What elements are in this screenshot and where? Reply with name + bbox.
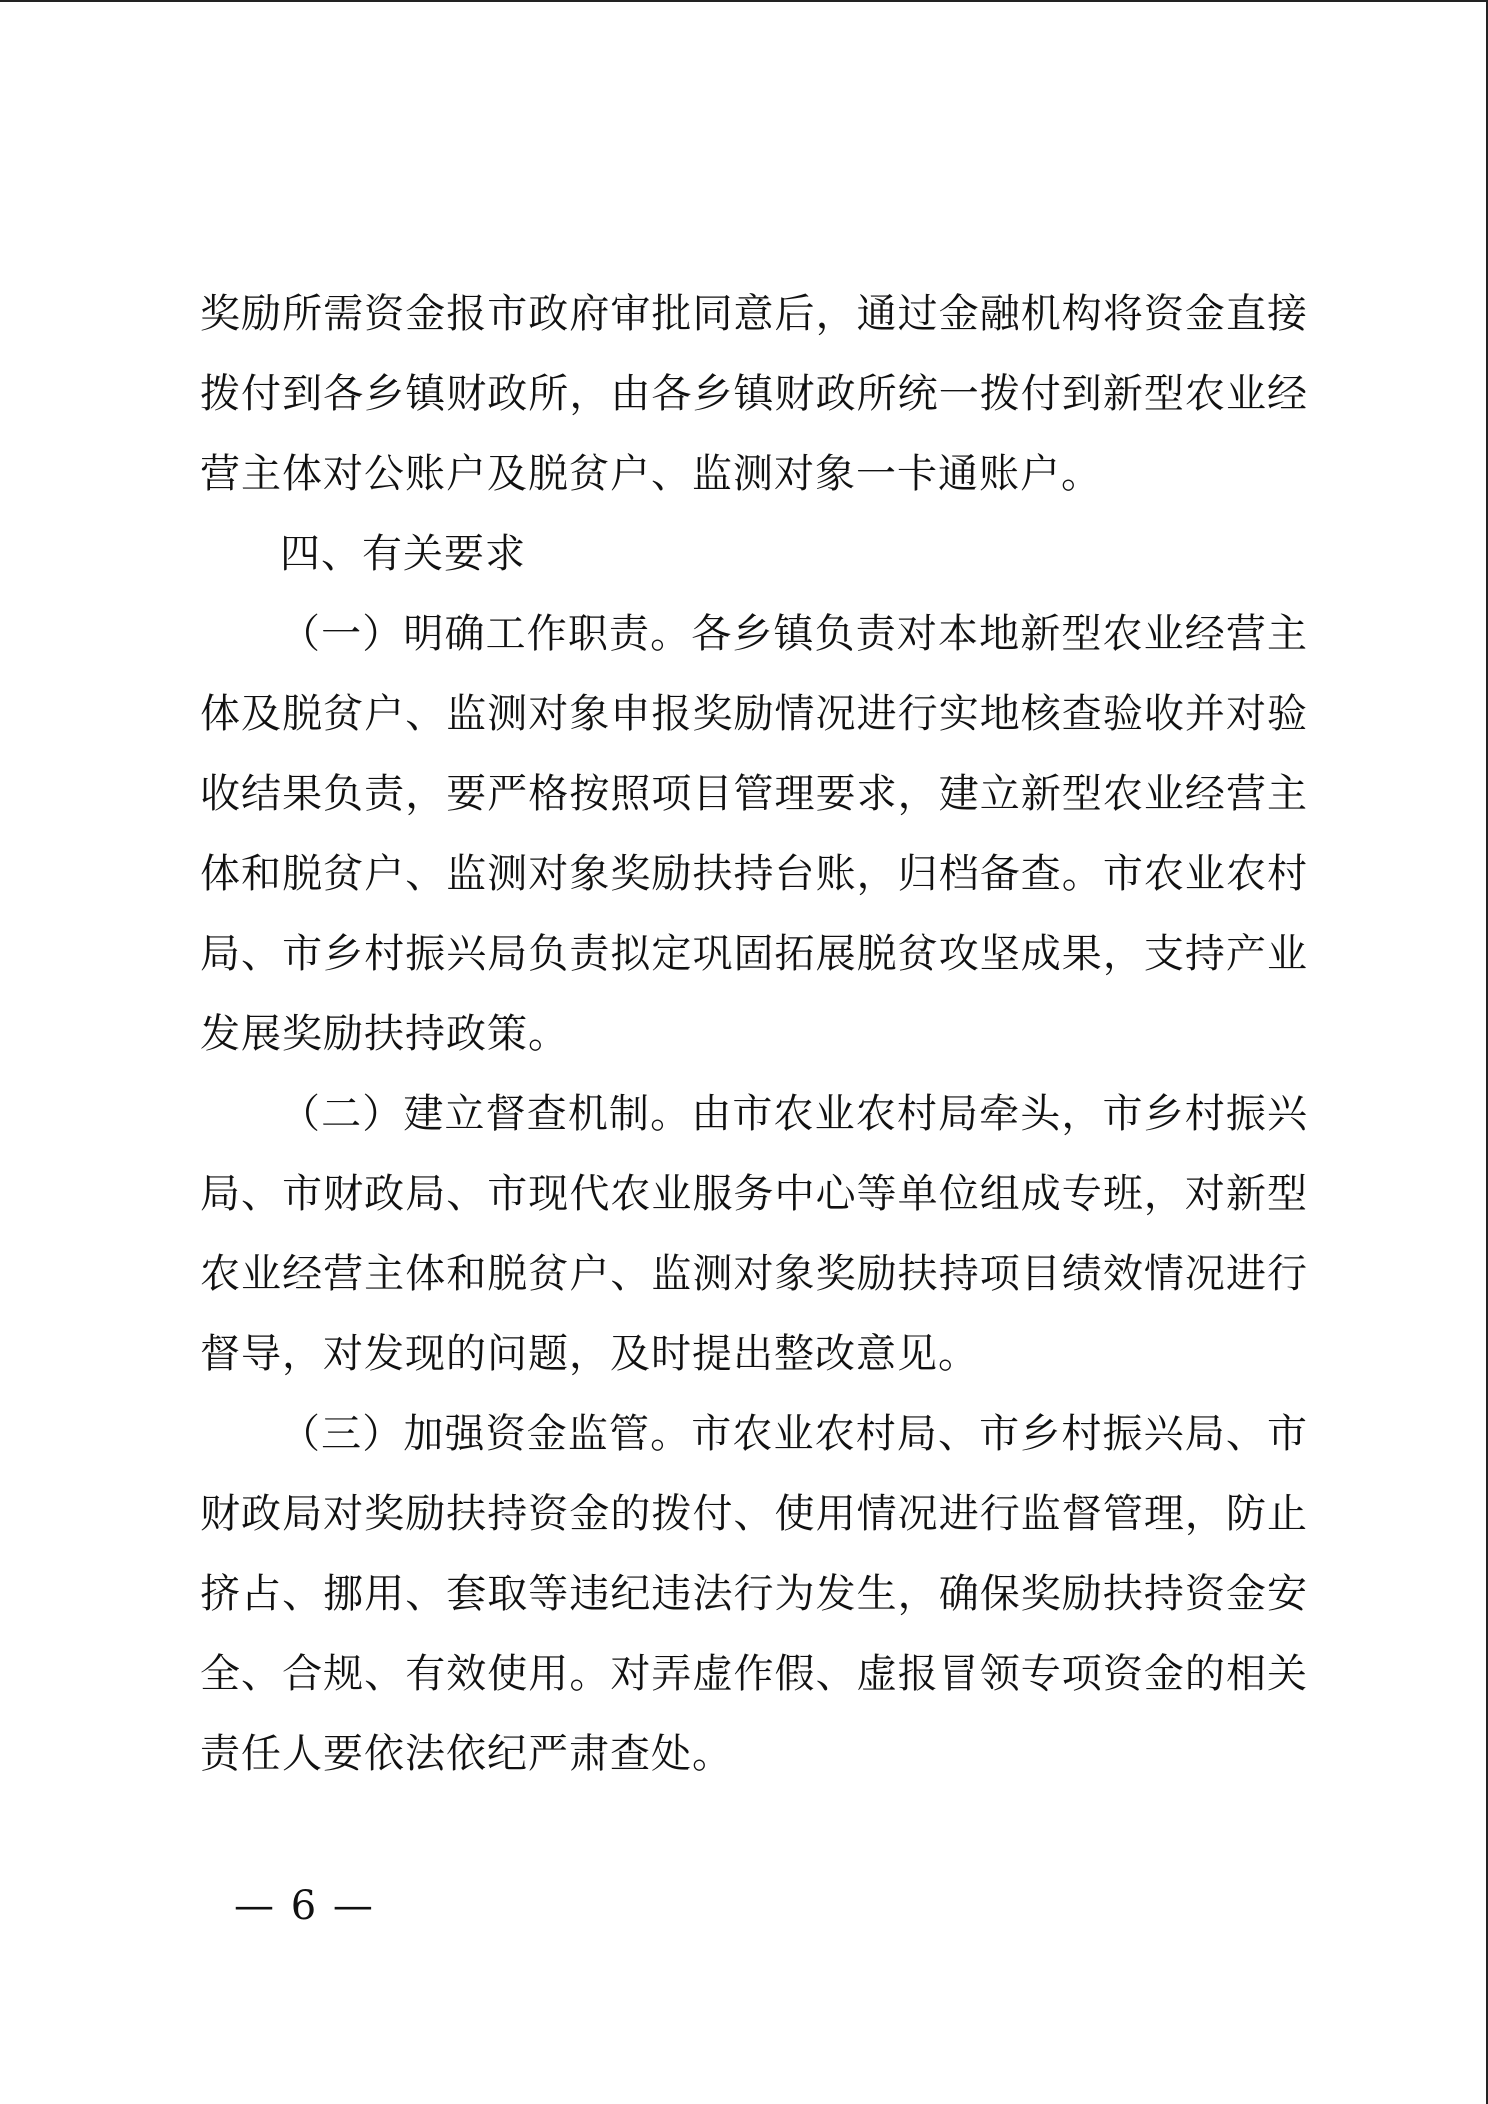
paragraph-item-2: （二）建立督查机制。由市农业农村局牵头，市乡村振兴局、市财政局、市现代农业服务中心等单位组成专班，对新型农业经营主体和脱贫户、监测对象奖励扶持项目绩效情况进行督导，对发现的问题，及时提出整改意见。: [200, 1091, 1308, 1377]
paragraph-item-3: （三）加强资金监管。市农业农村局、市乡村振兴局、市财政局对奖励扶持资金的拨付、使用情况进行监督管理，防止挤占、挪用、套取等违纪违法行为发生，确保奖励扶持资金安全、合规、有效使用。对弄虚作假、虚报冒领专项资金的相关责任人要依法依纪严肃查处。: [200, 1411, 1308, 1777]
paragraph-item-1: （一）明确工作职责。各乡镇负责对本地新型农业经营主体及脱贫户、监测对象申报奖励情况进行实地核查验收并对验收结果负责，要严格按照项目管理要求，建立新型农业经营主体和脱贫户、监测对象奖励扶持台账，归档备查。市农业农村局、市乡村振兴局负责拟定巩固拓展脱贫攻坚成果，支持产业发展奖励扶持政策。: [200, 611, 1308, 1057]
page-number: — 6 —: [234, 1883, 375, 1929]
section-heading: 四、有关要求: [280, 531, 526, 577]
paragraph-continuation: 奖励所需资金报市政府审批同意后，通过金融机构将资金直接拨付到各乡镇财政所，由各乡镇财政所统一拨付到新型农业经营主体对公账户及脱贫户、监测对象一卡通账户。: [200, 291, 1308, 497]
body-text: [200, 274, 1308, 1794]
